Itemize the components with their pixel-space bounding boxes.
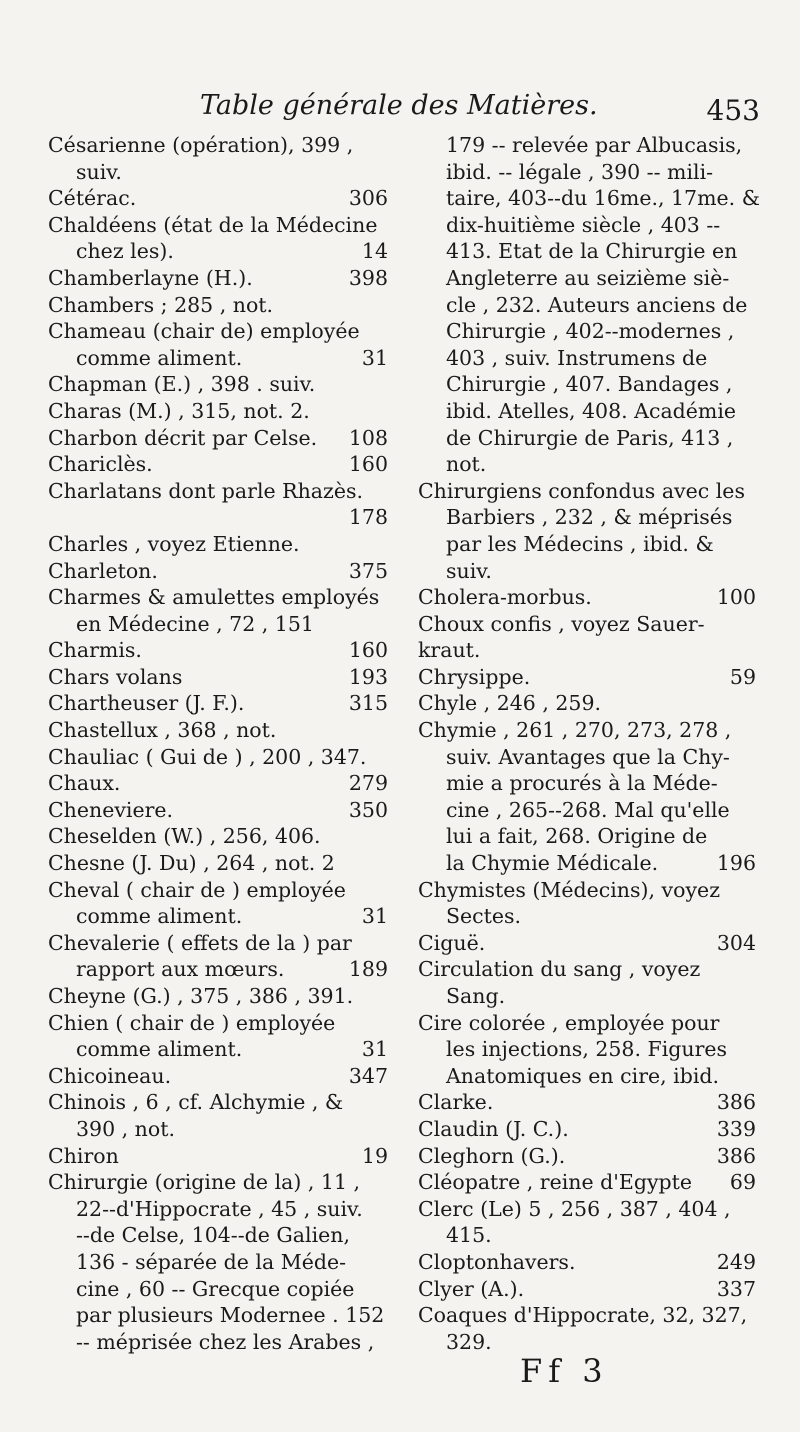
index-entry-text: 390 , not. <box>76 1116 175 1141</box>
index-entry-page: 193 <box>348 664 388 689</box>
index-line <box>418 531 756 558</box>
index-entry-text: par plusieurs Modernee . 152 <box>76 1303 385 1328</box>
index-line <box>418 1276 756 1303</box>
index-line <box>48 903 388 930</box>
index-line <box>48 451 388 478</box>
index-line <box>418 903 756 930</box>
index-entry-text: Anatomiques en cire, ibid. <box>446 1063 720 1088</box>
index-line <box>48 930 388 957</box>
index-line <box>418 1116 756 1143</box>
index-entry-text: en Médecine , 72 , 151 <box>76 611 314 636</box>
index-line <box>418 770 756 797</box>
index-line <box>48 983 388 1010</box>
index-line <box>418 478 756 505</box>
index-entry-text: Charlatans dont parle Rhazès. <box>48 478 363 503</box>
index-entry-page: 375 <box>348 558 388 583</box>
index-line <box>48 823 388 850</box>
index-entry-page: 386 <box>716 1143 756 1168</box>
index-entry-text: Chinois , 6 , cf. Alchymie , & <box>48 1090 344 1115</box>
index-line <box>418 956 756 983</box>
index-entry-text: comme aliment. <box>76 345 243 370</box>
index-line <box>48 478 388 505</box>
index-entry-text: Clerc (Le) 5 , 256 , 387 , 404 , <box>418 1196 731 1221</box>
index-entry-text: suiv. Avantages que la Chy- <box>446 744 730 769</box>
index-line <box>418 425 756 452</box>
index-line <box>48 531 388 558</box>
index-line <box>418 930 756 957</box>
index-entry-text: lui a fait, 268. Origine de <box>446 824 708 849</box>
index-line <box>418 797 756 824</box>
index-entry-text: Chirurgie (origine de la) , 11 , <box>48 1170 361 1195</box>
index-line <box>418 185 760 212</box>
index-entry-text: not. <box>446 452 487 477</box>
running-title: Table générale des Matières. <box>200 90 598 121</box>
index-entry-text: Chaux. <box>48 771 121 796</box>
index-entry-text: Chirurgiens confondus avec les <box>418 478 745 503</box>
index-line <box>48 956 388 983</box>
index-line <box>48 1276 388 1303</box>
index-line <box>48 797 388 824</box>
index-line <box>48 425 388 452</box>
index-column-left <box>48 132 388 1355</box>
index-line <box>48 664 388 691</box>
index-entry-page: 160 <box>348 452 388 477</box>
signature-mark: Ff 3 <box>520 1352 609 1390</box>
index-line <box>418 1196 756 1223</box>
index-entry-text: Cheval ( chair de ) employée <box>48 877 346 902</box>
index-line <box>48 850 388 877</box>
index-entry-page: 350 <box>348 797 388 822</box>
index-line <box>48 398 388 425</box>
index-entry-text: Sang. <box>446 984 506 1008</box>
index-line <box>418 558 756 585</box>
index-entry-text: -- méprisée chez les Arabes , <box>76 1329 375 1354</box>
index-line <box>48 1036 388 1063</box>
index-line <box>48 1063 388 1090</box>
index-line <box>418 292 756 319</box>
index-line <box>48 1169 388 1196</box>
index-entry-page: 14 <box>361 239 388 264</box>
index-entry-text: Chiron <box>48 1143 119 1168</box>
index-line <box>418 1010 756 1037</box>
index-entry-text: Circulation du sang , voyez <box>418 957 701 982</box>
index-entry-text: par les Médecins , ibid. & <box>446 531 714 556</box>
index-entry-text: les injections, 258. Figures <box>446 1037 728 1062</box>
index-entry-text: suiv. <box>446 558 492 583</box>
index-entry-text: Chartheuser (J. F.). <box>48 691 245 716</box>
index-entry-text: Clyer (A.). <box>418 1276 525 1301</box>
index-entry-text: Chauliac ( Gui de ) , 200 , 347. <box>48 744 367 769</box>
index-entry-text: Chevalerie ( effets de la ) par <box>48 930 352 955</box>
index-entry-text: Chars volans <box>48 664 183 689</box>
index-entry-text: Charbon décrit par Celse. <box>48 425 318 450</box>
index-entry-text: Sectes. <box>446 904 522 929</box>
index-entry-text: dix-huitième siècle , 403 -- <box>446 212 721 237</box>
index-entry-page: 306 <box>348 186 388 211</box>
index-entry-page: 31 <box>361 345 388 370</box>
index-entry-page: 189 <box>348 957 388 982</box>
index-entry-page: 178 <box>348 505 388 530</box>
index-entry-text: Césarienne (opération), 399 , <box>48 133 354 157</box>
index-line <box>48 185 388 212</box>
index-entry-page: 19 <box>361 1143 388 1168</box>
index-entry-text: Cheyne (G.) , 375 , 386 , 391. <box>48 984 354 1008</box>
index-entry-page: 108 <box>348 425 388 450</box>
index-entry-page: 31 <box>361 904 388 929</box>
index-entry-text: chez les). <box>76 239 174 264</box>
index-entry-text: Chien ( chair de ) employée <box>48 1010 336 1035</box>
index-line <box>48 265 388 292</box>
index-line <box>48 744 388 771</box>
index-entry-text: Charles , voyez Etienne. <box>48 531 300 556</box>
index-line <box>418 1036 756 1063</box>
index-line <box>418 265 756 292</box>
index-entry-text: ibid. Atelles, 408. Académie <box>446 398 737 423</box>
index-entry-page: 69 <box>729 1170 756 1195</box>
index-entry-text: Cloptonhavers. <box>418 1249 576 1274</box>
index-line <box>418 823 756 850</box>
index-line <box>418 371 756 398</box>
index-entry-page: 339 <box>716 1116 756 1141</box>
index-entry-text: Cléopatre , reine d'Egypte <box>418 1170 693 1195</box>
index-line <box>418 238 756 265</box>
index-entry-text: comme aliment. <box>76 1037 243 1062</box>
index-line <box>418 584 756 611</box>
index-entry-text: Chrysippe. <box>418 664 531 689</box>
index-entry-text: Chymie , 261 , 270, 273, 278 , <box>418 718 732 743</box>
index-entry-text: Chyle , 246 , 259. <box>418 691 602 716</box>
index-line <box>418 398 756 425</box>
index-entry-text: cine , 265--268. Mal qu'elle <box>446 797 730 822</box>
index-line <box>48 717 388 744</box>
index-entry-page: 160 <box>348 638 388 663</box>
index-entry-text: Clarke. <box>418 1090 494 1115</box>
page-number: 453 <box>706 94 760 127</box>
index-entry-text: Chapman (E.) , 398 . suiv. <box>48 372 316 397</box>
index-entry-page: 386 <box>716 1090 756 1115</box>
index-entry-text: Charas (M.) , 315, not. 2. <box>48 398 310 423</box>
index-entry-text: taire, 403--du 16me., 17me. & <box>446 186 760 211</box>
index-entry-text: Cheselden (W.) , 256, 406. <box>48 824 321 849</box>
index-line <box>48 1116 388 1143</box>
index-entry-text: Chirurgie , 407. Bandages , <box>446 372 733 397</box>
index-entry-text: rapport aux mœurs. <box>76 957 285 982</box>
index-line <box>48 1249 388 1276</box>
index-entry-text: Chastellux , 368 , not. <box>48 718 277 743</box>
index-line <box>48 132 388 159</box>
index-line <box>48 238 388 265</box>
index-line <box>48 504 388 531</box>
index-line <box>418 451 756 478</box>
index-line <box>418 1249 756 1276</box>
index-entry-page: 315 <box>348 691 388 716</box>
index-entry-page: 196 <box>716 851 756 876</box>
index-entry-text: 179 -- relevée par Albucasis, <box>446 133 743 157</box>
index-line <box>48 1222 388 1249</box>
index-line <box>418 717 756 744</box>
index-entry-text: Chambers ; 285 , not. <box>48 292 274 317</box>
index-line <box>48 690 388 717</box>
index-entry-page: 279 <box>348 771 388 796</box>
index-entry-text: kraut. <box>418 638 481 663</box>
index-entry-text: Barbiers , 232 , & méprisés <box>446 505 733 530</box>
index-entry-text: Cholera-morbus. <box>418 585 592 610</box>
index-line <box>48 1089 388 1116</box>
index-line <box>418 637 756 664</box>
index-entry-text: 329. <box>446 1329 492 1354</box>
index-entry-text: Chaldéens (état de la Médecine <box>48 212 378 237</box>
index-entry-text: suiv. <box>76 159 122 184</box>
index-entry-text: 415. <box>446 1223 492 1248</box>
index-line <box>418 1302 756 1329</box>
index-line <box>418 1089 756 1116</box>
index-line <box>418 690 756 717</box>
index-entry-text: Choux confis , voyez Sauer- <box>418 611 705 636</box>
index-line <box>48 611 388 638</box>
index-line <box>48 1329 388 1356</box>
index-entry-text: comme aliment. <box>76 904 243 929</box>
index-line <box>418 212 756 239</box>
index-line <box>48 877 388 904</box>
index-line <box>48 1302 388 1329</box>
index-entry-page: 347 <box>348 1063 388 1088</box>
index-entry-text: Chicoineau. <box>48 1063 172 1088</box>
index-line <box>418 159 756 186</box>
index-line <box>418 1063 756 1090</box>
index-entry-text: Charmis. <box>48 638 142 663</box>
index-entry-text: ibid. -- légale , 390 -- mili- <box>446 159 714 184</box>
index-line <box>418 318 756 345</box>
index-line <box>48 212 388 239</box>
index-line <box>48 558 388 585</box>
index-line <box>48 637 388 664</box>
index-line <box>48 159 388 186</box>
index-entry-page: 398 <box>348 265 388 290</box>
index-entry-page: 249 <box>716 1249 756 1274</box>
index-entry-text: Cleghorn (G.). <box>418 1143 566 1168</box>
index-line <box>418 983 756 1010</box>
index-entry-text: cle , 232. Auteurs anciens de <box>446 292 748 317</box>
index-entry-text: Chesne (J. Du) , 264 , not. 2 <box>48 851 335 876</box>
index-entry-text: cine , 60 -- Grecque copiée <box>76 1276 355 1301</box>
index-line <box>48 371 388 398</box>
index-line <box>418 1143 756 1170</box>
index-line <box>48 1010 388 1037</box>
index-line <box>418 504 756 531</box>
index-line <box>48 345 388 372</box>
index-entry-text: Angleterre au seizième siè- <box>446 265 730 290</box>
index-entry-text: Charmes & amulettes employés <box>48 585 380 610</box>
index-line <box>48 1143 388 1170</box>
index-entry-text: mie a procurés à la Méde- <box>446 771 718 796</box>
index-entry-text: de Chirurgie de Paris, 413 , <box>446 425 734 450</box>
index-line <box>48 770 388 797</box>
index-line <box>418 611 756 638</box>
page-header <box>200 90 760 130</box>
index-line <box>418 345 756 372</box>
index-line <box>418 877 756 904</box>
index-entry-page: 337 <box>716 1276 756 1301</box>
index-column-right <box>418 132 760 1355</box>
index-entry-page: 31 <box>361 1037 388 1062</box>
index-line <box>48 584 388 611</box>
index-entry-page: 304 <box>716 930 756 955</box>
index-entry-text: Coaques d'Hippocrate, 32, 327, <box>418 1303 748 1328</box>
index-entry-text: 136 - séparée de la Méde- <box>76 1249 347 1274</box>
index-entry-text: Cheneviere. <box>48 797 174 822</box>
index-line <box>48 292 388 319</box>
index-entry-page: 100 <box>716 585 756 610</box>
index-line <box>48 1196 388 1223</box>
index-entry-text: 403 , suiv. Instrumens de <box>446 345 708 370</box>
index-line <box>418 1169 756 1196</box>
index-entry-text: Ciguë. <box>418 930 486 955</box>
index-entry-text: Cétérac. <box>48 186 137 211</box>
index-line <box>418 1222 756 1249</box>
index-line <box>418 664 756 691</box>
index-line <box>418 744 756 771</box>
index-entry-text: Chamberlayne (H.). <box>48 265 253 290</box>
index-entry-page: 59 <box>729 664 756 689</box>
index-line <box>418 850 756 877</box>
index-entry-text: Chameau (chair de) employée <box>48 319 360 344</box>
index-entry-text: 22--d'Hippocrate , 45 , suiv. <box>76 1196 363 1221</box>
index-entry-text: Chirurgie , 402--modernes , <box>446 319 735 344</box>
index-entry-text: --de Celse, 104--de Galien, <box>76 1223 350 1248</box>
index-entry-text: Cire colorée , employée pour <box>418 1010 720 1035</box>
index-line <box>48 318 388 345</box>
index-entry-text: Charleton. <box>48 558 158 583</box>
index-entry-text: Chymistes (Médecins), voyez <box>418 877 720 902</box>
index-entry-text: Chariclès. <box>48 452 153 477</box>
index-entry-text: Claudin (J. C.). <box>418 1116 569 1141</box>
index-entry-text: 413. Etat de la Chirurgie en <box>446 239 738 264</box>
index-line <box>418 132 756 159</box>
index-entry-text: la Chymie Médicale. <box>446 851 659 876</box>
